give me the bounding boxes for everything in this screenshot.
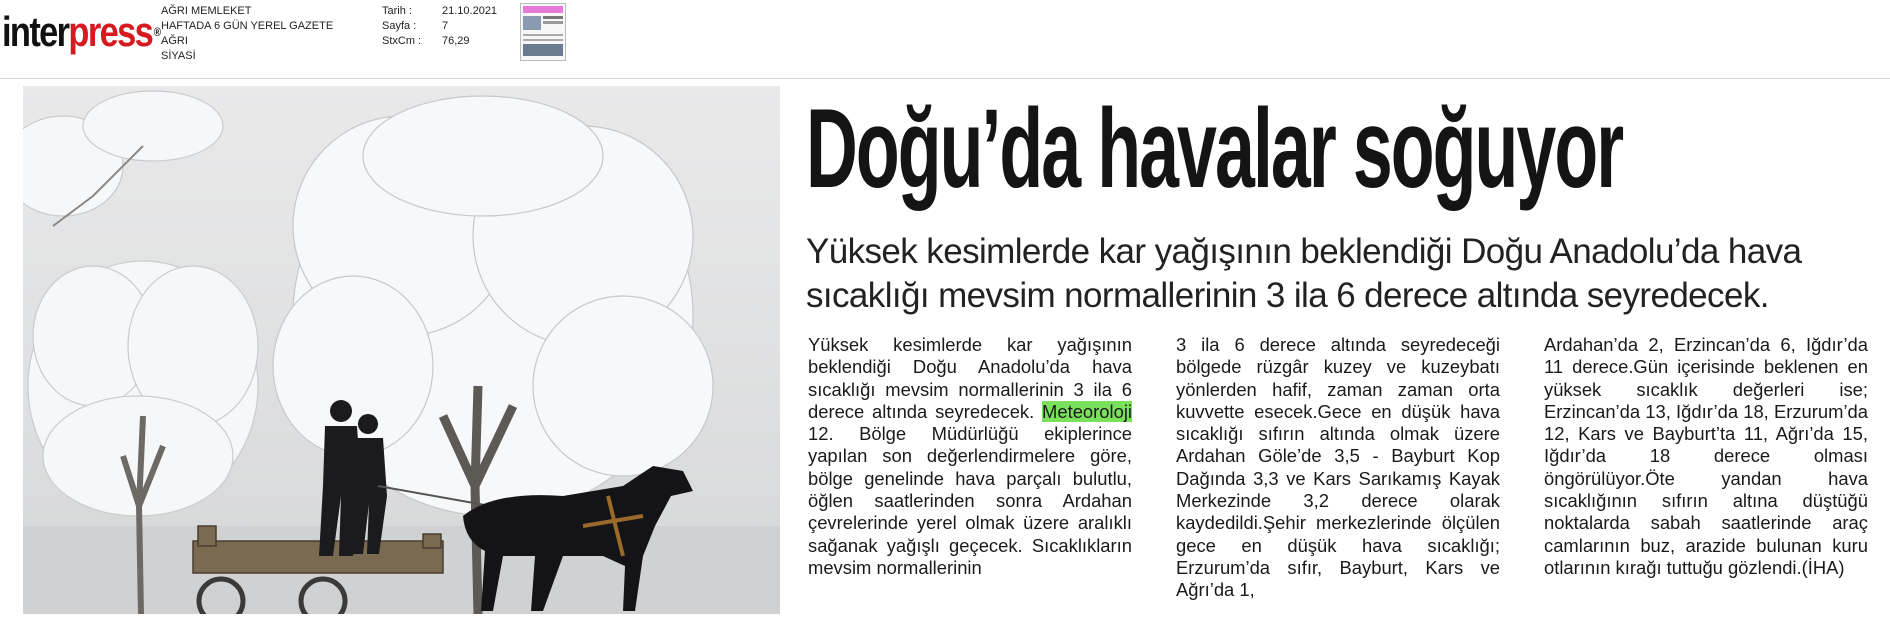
meta-stxcm: StxCm : 76,29 xyxy=(382,35,470,47)
header-divider xyxy=(0,78,1890,79)
meta-page: Sayfa : 7 xyxy=(382,20,449,32)
meta-date: Tarih : 21.10.2021 xyxy=(382,5,498,17)
clipping-header xyxy=(0,0,1890,72)
article-photo xyxy=(23,86,780,614)
publication-city: AĞRI xyxy=(161,35,188,47)
interpress-logo: interpress ® xyxy=(2,8,160,55)
publication-name: AĞRI MEMLEKET xyxy=(161,5,252,17)
publication-frequency: HAFTADA 6 GÜN YEREL GAZETE xyxy=(161,20,334,32)
publication-info xyxy=(161,4,333,64)
article-column-2: 3 ila 6 derece altında seyredeceği bölgede rüzgâr kuzey ve kuzeybatı yönlerden hafif, zaman zaman orta kuvvette esecek.Gece en düşük hava sıcaklığı sıfırın altında olmak üzere Ardahan Göle’de 3,5 - Bayburt Kop Dağında 3,3 ve Kars Sarıkamış Kayak Merkezinde 3,2 derece olarak kaydedildi.Şehir merkezlerinde ölçülen gece en düşük hava sıcaklığı; Erzurum’da sıfır, Bayburt, Kars ve Ağrı’da 1, xyxy=(1176,334,1500,601)
headline: Doğu’da havalar soğuyor xyxy=(806,86,1623,211)
article-column-3: Ardahan’da 2, Erzincan’da 6, Iğdır’da 11 derece.Gün içerisinde beklenen en yüksek sıcaklık değerleri ise; Erzincan’da 13, Iğdır’da 18, Erzurum’da 12, Kars ve Bayburt’ta 11, Ağrı’da 15, Iğdır’da 18 derece olması öngörülüyor.Öte yandan hava sıcaklığının sıfırın altına düştüğü noktalarda sabah saatlerinde araç camlarının buz, arazide bulunan kuru otlarının kırağı tuttuğu gözlendi.(İHA) xyxy=(1544,334,1868,578)
article-column-1: Yüksek kesimlerde kar yağışının beklendiği Doğu Anadolu’da hava sıcaklığı mevsim normallerinin 3 ila 6 derece altında seyredecek. Meteoroloji 12. Bölge Müdürlüğü ekiplerince yapılan son değerlendirmelere göre, bölge genelinde hava parçalı bulutlu, öğlen saatlerinden sonra Ardahan çevrelerinde yerel olmak üzere aralıklı sağanak yağışlı geçecek. Sıcaklıkların mevsim normallerinin xyxy=(808,334,1132,578)
clipping-meta xyxy=(382,4,497,49)
highlighted-keyword: Meteoroloji xyxy=(1042,400,1132,422)
publication-category: SİYASİ xyxy=(161,50,196,62)
page-thumbnail[interactable] xyxy=(520,3,566,61)
subheadline: Yüksek kesimlerde kar yağışının beklendiği Doğu Anadolu’da hava sıcaklığı mevsim normallerinin 3 ila 6 derece altında seyredecek. xyxy=(806,232,1802,315)
